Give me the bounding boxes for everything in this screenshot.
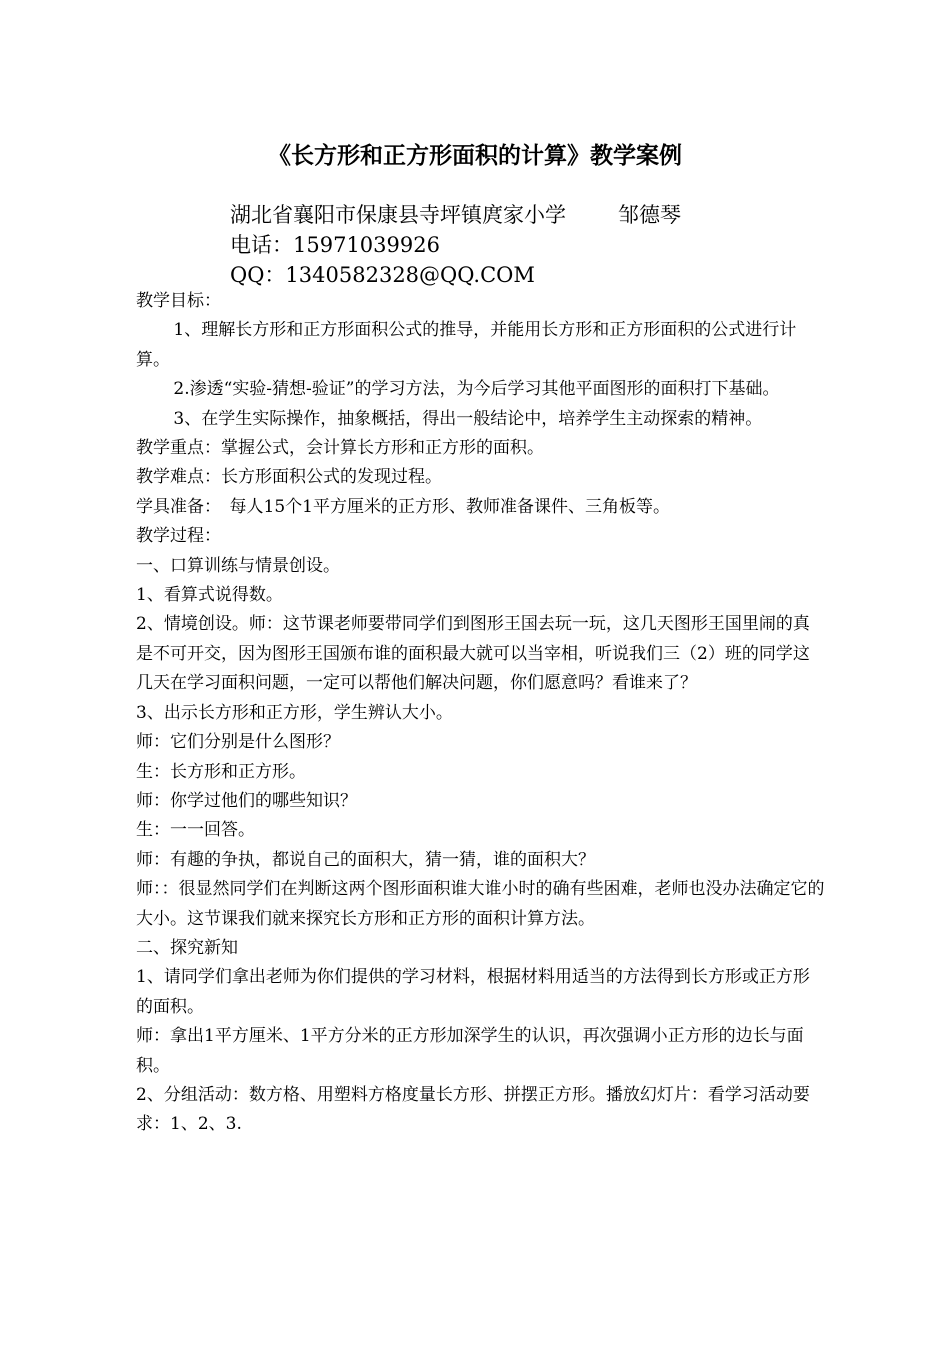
author-name: 邹德琴 [618, 203, 681, 227]
difficult-point: 教学难点：长方形面积公式的发现过程。 [136, 467, 442, 488]
step-2-2: 2、分组活动：数方格、用塑料方格度量长方形、拼摆正方形。播放幻灯片：看学习活动要求：1、2、3. [136, 1084, 810, 1135]
dialogue-line: 师：它们分别是什么图形？ [136, 732, 340, 753]
step-1-1: 1、看算式说得数。 [136, 585, 283, 606]
dialogue-line: 师：你学过他们的哪些知识？ [136, 790, 357, 811]
document-body [136, 287, 826, 1140]
heading-teaching-goals: 教学目标： [136, 291, 221, 311]
phone-line: 电话：15971039926 [230, 233, 440, 257]
section-2-heading: 二、探究新知 [136, 937, 238, 958]
dialogue-line: 师：拿出1平方厘米、1平方分米的正方形加深学生的认识，再次强调小正方形的边长与面积。 [136, 1026, 804, 1076]
materials: 学具准备： 每人15个1平方厘米的正方形、教师准备课件、三角板等。 [136, 496, 670, 517]
goal-2: 2.渗透“实验-猜想-验证”的学习方法，为今后学习其他平面图形的面积打下基础。 [173, 379, 780, 400]
key-point: 教学重点：掌握公式，会计算长方形和正方形的面积。 [136, 438, 544, 459]
dialogue-line: 生：一一回答。 [136, 820, 255, 841]
document-title: 《长方形和正方形面积的计算》教学案例 [268, 142, 682, 169]
goal-1: 1、理解长方形和正方形面积公式的推导，并能用长方形和正方形面积的公式进行计算。 [136, 320, 797, 370]
section-1-heading: 一、口算训练与情景创设。 [136, 555, 340, 576]
step-1-2: 2、情境创设。师：这节课老师要带同学们到图形王国去玩一玩，这几天图形王国里闹的真是不可开交，因为图形王国颁布谁的面积最大就可以当宰相，听说我们三（2）班的同学这几天在学习面积问题，一定可以帮他们解决问题，你们愿意吗？看谁来了？ [136, 614, 810, 694]
dialogue-line: 师：：很显然同学们在判断这两个图形面积谁大谁小时的确有些困难，老师也没办法确定它的大小。这节课我们就来探究长方形和正方形的面积计算方法。 [136, 879, 825, 929]
school-name: 湖北省襄阳市保康县寺坪镇庹家小学 [230, 203, 566, 227]
author-info [230, 200, 681, 290]
dialogue-line: 生：长方形和正方形。 [136, 761, 306, 782]
step-2-1: 1、请同学们拿出老师为你们提供的学习材料，根据材料用适当的方法得到长方形或正方形的面积。 [136, 967, 810, 1017]
school-line [230, 200, 681, 230]
dialogue-line: 师：有趣的争执，都说自己的面积大，猜一猜，谁的面积大？ [136, 849, 595, 870]
goal-3: 3、在学生实际操作，抽象概括，得出一般结论中，培养学生主动探索的精神。 [173, 408, 763, 429]
heading-teaching-process: 教学过程： [136, 526, 221, 547]
step-1-3: 3、出示长方形和正方形，学生辨认大小。 [136, 702, 453, 723]
qq-line: QQ：1340582328@QQ.COM [230, 263, 535, 287]
